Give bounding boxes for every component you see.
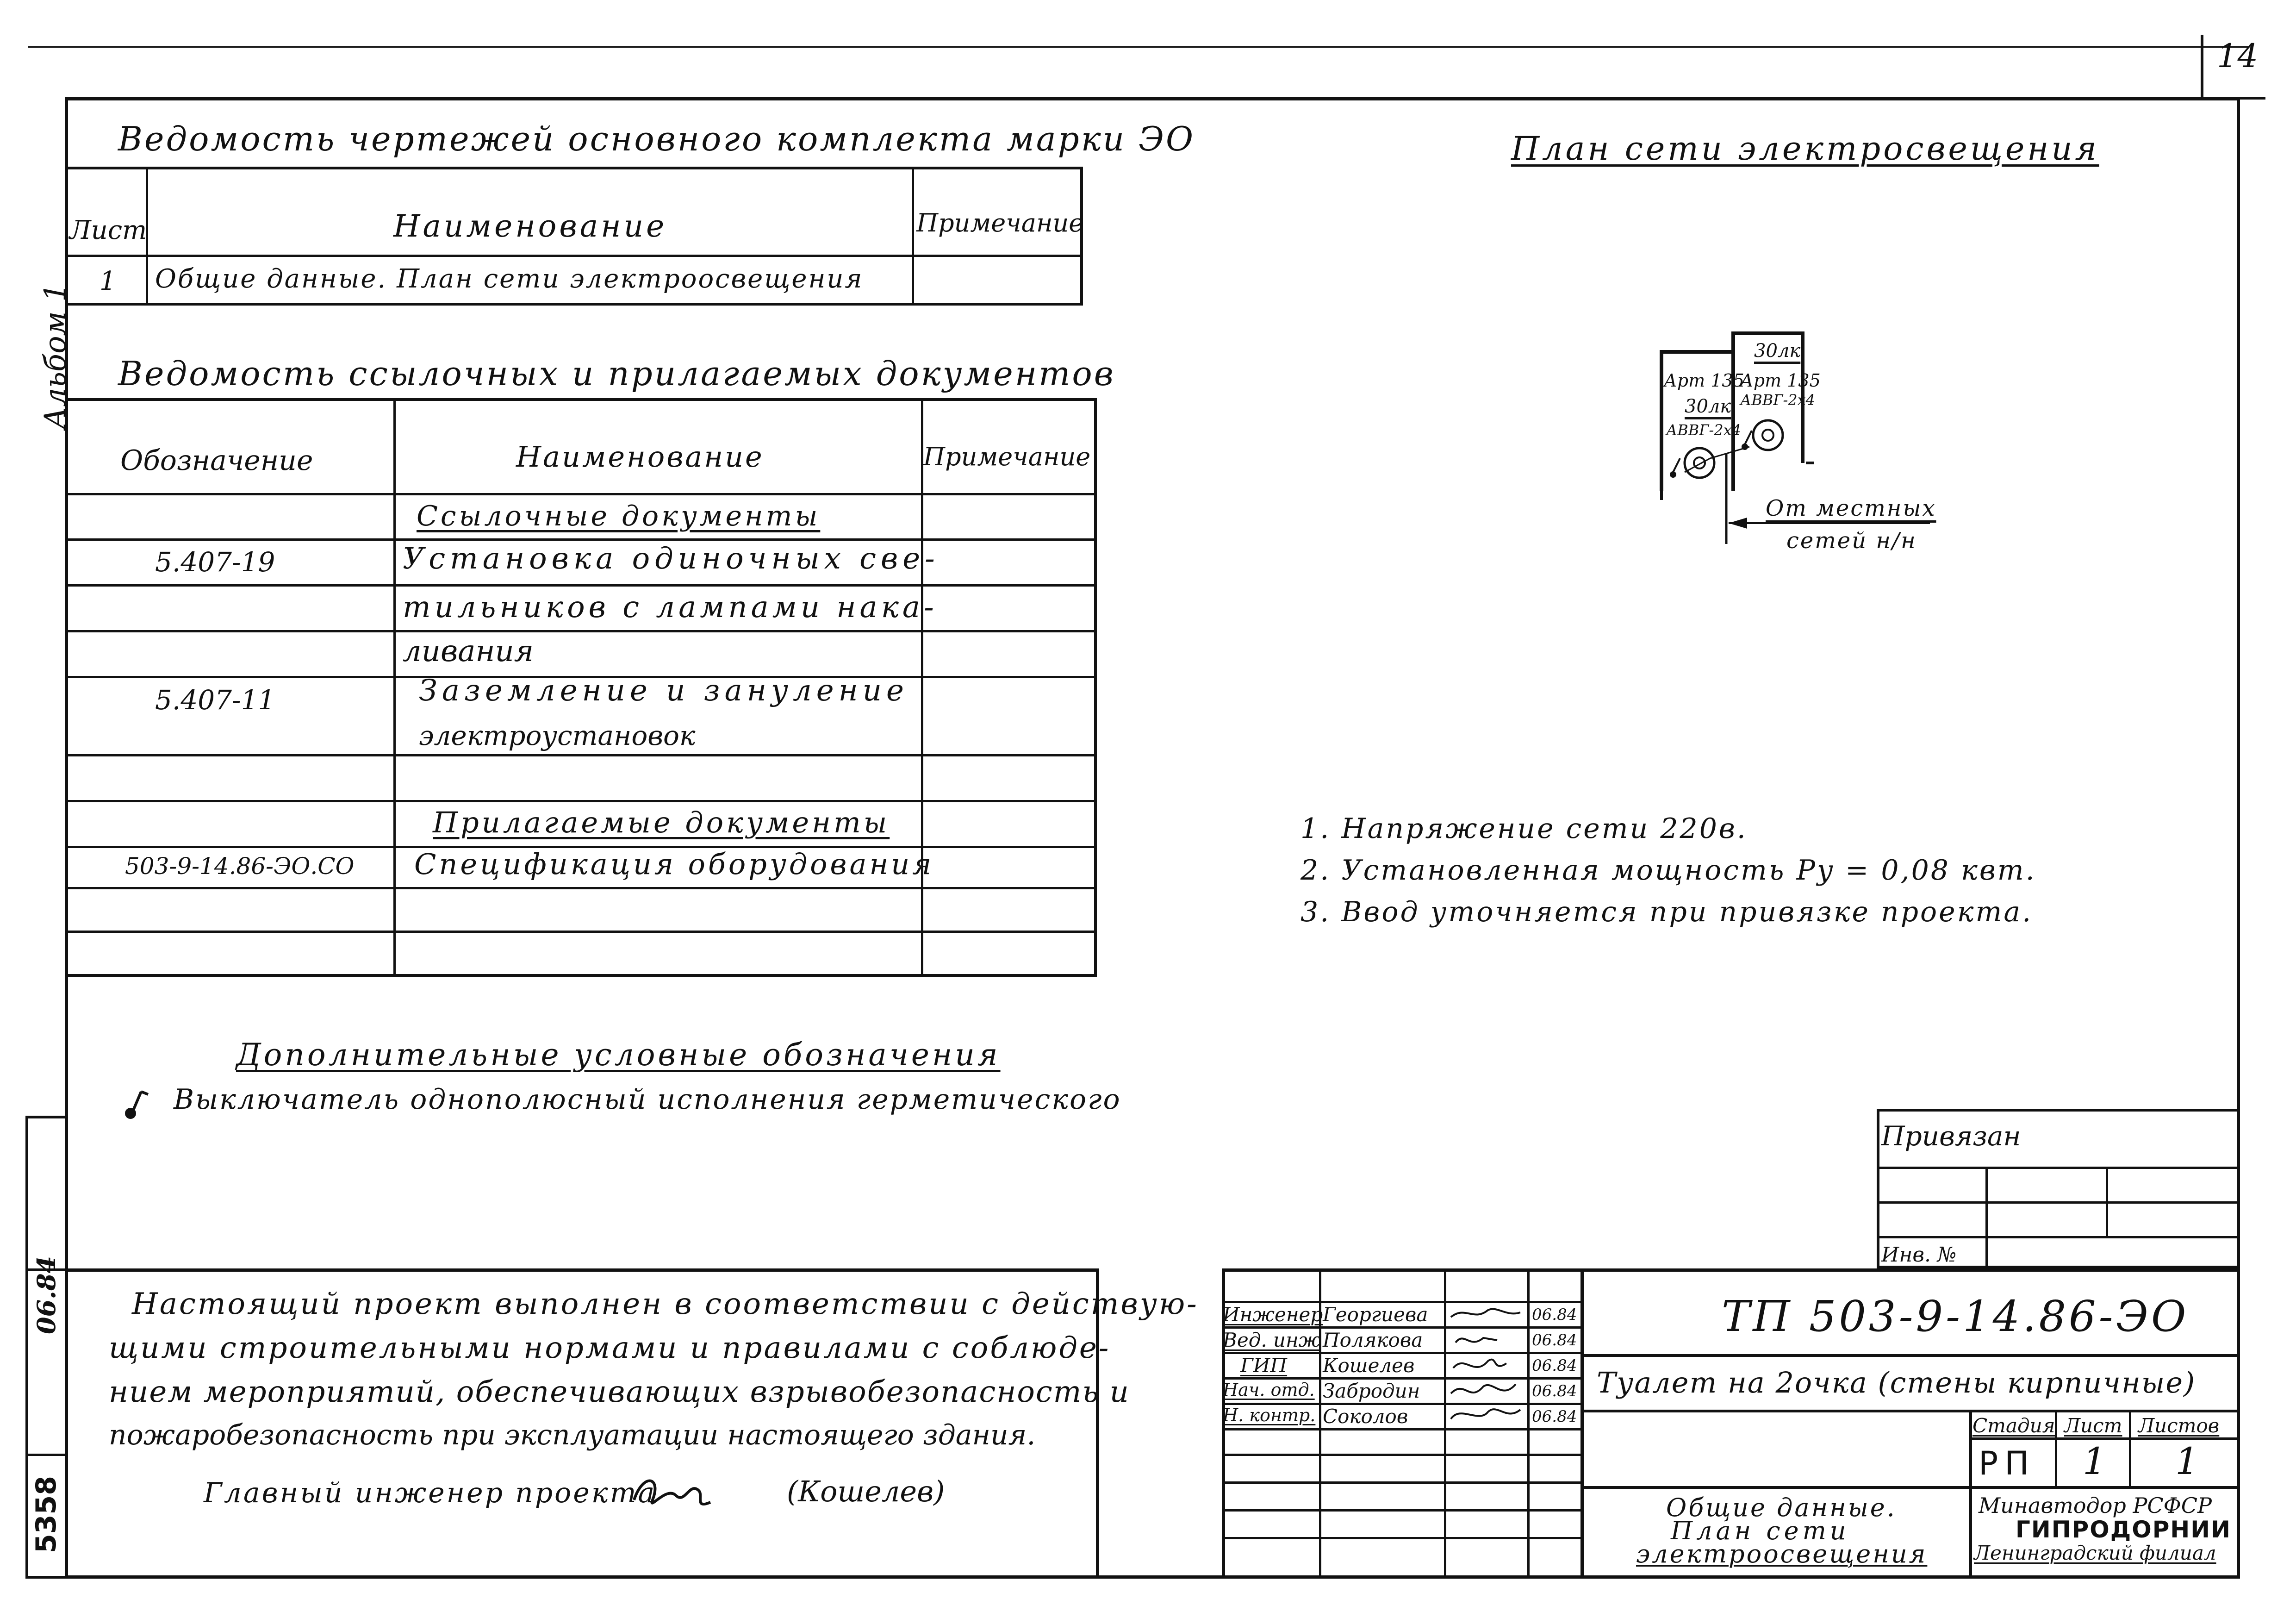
refs-row-line <box>65 584 1097 587</box>
lamp-right-lux: 30лк <box>1754 340 1801 362</box>
tb-sheet-title-2: План сети <box>1671 1516 1850 1545</box>
refs-row-code: 5.407-11 <box>155 684 275 716</box>
binding-line <box>1877 1236 2240 1238</box>
tb-staff-role: Нач. отд. <box>1223 1380 1315 1400</box>
refs-col-divider-2 <box>921 398 923 977</box>
lamp-left-cable: АВВГ-2х4 <box>1666 421 1742 439</box>
tb-staff-name: Георгиева <box>1323 1303 1428 1326</box>
album-label: Альбом 1 <box>38 283 73 429</box>
refs-list-title: Ведомость ссылочных и прилагаемых документов <box>118 354 1115 393</box>
refs-row-line <box>65 800 1097 802</box>
refs-row-line <box>65 887 1097 889</box>
statement-line: щими строительными нормами и правилами с соблюде- <box>109 1331 1111 1365</box>
note-1: 1. Напряжение сети 220в. <box>1300 812 1748 845</box>
signature-label: Главный инженер проекта <box>204 1477 657 1509</box>
top-trim-line <box>28 46 2249 48</box>
drawings-header-note: Примечание <box>916 208 1084 237</box>
tb-row <box>1222 1454 1580 1456</box>
refs-section-heading: Прилагаемые документы <box>433 806 890 839</box>
tb-row <box>1580 1410 2240 1412</box>
tb-row <box>1222 1509 1580 1512</box>
tb-col <box>2055 1410 2057 1486</box>
refs-row-name: Спецификация оборудования <box>414 847 934 881</box>
legend-title: Дополнительные условные обозначения <box>236 1037 1001 1073</box>
refs-row-name: Заземление и зануление <box>419 674 908 708</box>
signature-mark <box>625 1468 717 1518</box>
tb-staff-role: Вед. инж <box>1223 1329 1321 1351</box>
refs-header-code: Обозначение <box>120 444 313 477</box>
tb-row <box>1222 1428 1580 1430</box>
note-3: 3. Ввод уточняется при привязке проекта. <box>1300 896 2033 928</box>
tb-col <box>1969 1410 1972 1579</box>
tb-stage: РП <box>1979 1444 2035 1482</box>
tb-row <box>1222 1537 1580 1539</box>
binding-line <box>1877 1201 2240 1204</box>
tb-sheets-label: Листов <box>2138 1414 2220 1437</box>
feed-label-line2: сетей н/н <box>1786 528 1917 554</box>
drawings-col-divider-2 <box>912 167 914 306</box>
tb-staff-date: 06.84 <box>1532 1305 1577 1324</box>
sheet-number: 14 <box>2217 37 2259 75</box>
tb-signatures <box>1446 1303 1525 1428</box>
tb-staff-name: Полякова <box>1323 1329 1423 1351</box>
refs-header-line <box>65 493 1097 495</box>
statement-line: Настоящий проект выполнен в соответствии с действую- <box>132 1287 1199 1321</box>
tb-code: ТП 503-9-14.86-ЭО <box>1722 1292 2189 1341</box>
plan-title: План сети электросвещения <box>1511 130 2099 168</box>
tb-staff-date: 06.84 <box>1532 1331 1577 1349</box>
side-stamp-date: 06.84 <box>31 1255 61 1334</box>
lamp-right-cable: АВВГ-2х4 <box>1740 391 1816 409</box>
tb-sheet-title-1: Общие данные. <box>1666 1493 1897 1522</box>
tb-staff-name: Кошелев <box>1323 1354 1415 1377</box>
binding-line <box>1877 1167 2240 1169</box>
refs-header-name: Наименование <box>516 440 764 474</box>
refs-row-line <box>65 538 1097 541</box>
tb-staff-date: 06.84 <box>1532 1407 1577 1426</box>
tb-row <box>1580 1354 2240 1357</box>
refs-row-code: 5.407-19 <box>155 546 275 578</box>
tb-staff-name: Забродин <box>1323 1380 1420 1402</box>
binding-col <box>2106 1167 2108 1236</box>
tb-sheet-label: Лист <box>2064 1414 2122 1437</box>
tb-sheet: 1 <box>2083 1440 2106 1483</box>
tb-staff-role: Инженер <box>1223 1303 1323 1326</box>
side-stamp-divider <box>25 1454 67 1456</box>
tb-col <box>2129 1410 2131 1486</box>
refs-section-heading: Ссылочные документы <box>417 500 821 532</box>
refs-row-name: Установка одиночных све- <box>403 542 940 576</box>
tb-staff-role: ГИП <box>1240 1354 1288 1377</box>
tb-sheet-title-3: электроосвещения <box>1636 1539 1928 1568</box>
drawings-row-name: Общие данные. План сети электроосвещения <box>155 264 864 294</box>
tb-stage-label: Стадия <box>1972 1414 2055 1437</box>
refs-row-line <box>65 630 1097 632</box>
tb-col <box>1527 1268 1530 1579</box>
tb-sheets: 1 <box>2175 1440 2199 1483</box>
refs-header-note: Примечание <box>923 442 1091 471</box>
binding-label: Привязан <box>1881 1120 2021 1152</box>
lamp-left-lux: 30лк <box>1685 396 1731 417</box>
tb-staff-role: Н. контр. <box>1223 1405 1316 1425</box>
tb-row <box>1222 1481 1580 1484</box>
refs-row-name: ливания <box>403 634 534 668</box>
tb-col <box>1580 1268 1584 1579</box>
statement-line: нием мероприятий, обеспечивающих взрывобезопасность и <box>109 1375 1130 1409</box>
tb-object: Туалет на 2очка (стены кирпичные) <box>1597 1366 2196 1399</box>
tb-staff-date: 06.84 <box>1532 1356 1577 1375</box>
tb-row <box>1580 1486 2240 1489</box>
drawings-header-name: Наименование <box>393 208 667 244</box>
tb-org-1: Минавтодор РСФСР <box>1979 1493 2212 1518</box>
tb-staff-date: 06.84 <box>1532 1382 1577 1400</box>
switch-symbol-icon <box>123 1088 150 1120</box>
tb-org-3: Ленинградский филиал <box>1974 1542 2216 1564</box>
drawings-header-line <box>65 255 1083 257</box>
refs-col-divider-1 <box>393 398 396 977</box>
legend-item: Выключатель однополюсный исполнения герметического <box>174 1083 1121 1116</box>
side-stamp-inv: 5358 <box>30 1476 62 1553</box>
refs-row-line <box>65 754 1097 756</box>
note-2: 2. Установленная мощность Py = 0,08 квт. <box>1300 854 2036 887</box>
binding-inv-label: Инв. № <box>1881 1243 1957 1267</box>
binding-col <box>1985 1167 1988 1268</box>
drawings-header-sheet: Лист <box>69 215 147 245</box>
lamp-right-type: Арт 135 <box>1740 370 1821 391</box>
drawings-row-sheet: 1 <box>100 266 116 296</box>
tb-staff-name: Соколов <box>1323 1405 1408 1428</box>
refs-row-code: 503-9-14.86-ЭО.СО <box>125 853 355 880</box>
feed-label-line1: От местных <box>1766 495 1936 521</box>
refs-row-name: электроустановок <box>419 720 696 751</box>
signature-name: (Кошелев) <box>787 1474 945 1508</box>
tb-org-2: ГИПРОДОРНИИ <box>2016 1516 2231 1543</box>
refs-row-name: тильников с лампами нака- <box>403 590 938 625</box>
drawings-list-title: Ведомость чертежей основного комплекта марки ЭО <box>118 119 1195 158</box>
statement-line: пожаробезопасность при эксплуатации настоящего здания. <box>109 1419 1036 1451</box>
refs-row-line <box>65 931 1097 933</box>
lamp-left-type: Арт 135 <box>1664 370 1744 391</box>
